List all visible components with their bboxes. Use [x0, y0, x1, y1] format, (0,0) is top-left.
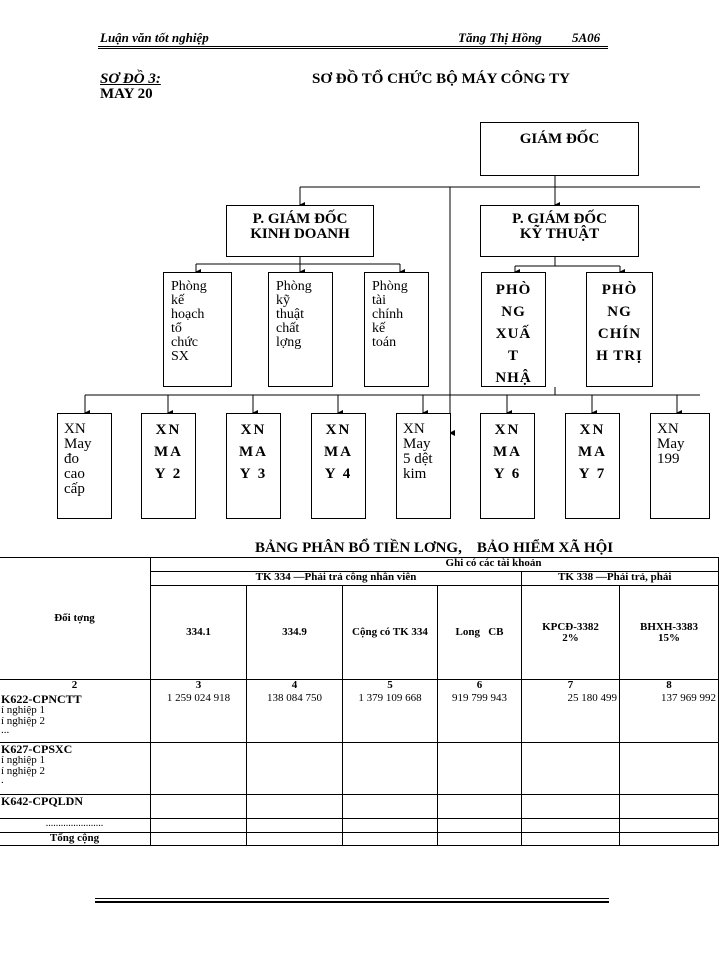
tk334-header: TK 334 —Phải trả công nhân viên: [151, 572, 522, 586]
table-row: [0, 743, 719, 795]
row-k627-sub: .: [1, 774, 4, 786]
xn4-line: MA: [324, 444, 353, 460]
row-k622-label: [0, 693, 151, 743]
col-subject: Đối tợng: [0, 558, 151, 680]
vp-technical-box: [480, 205, 639, 257]
xn5-line: May: [403, 436, 431, 452]
xn8-box: [650, 413, 710, 519]
row-k622-sub: ...: [1, 723, 10, 736]
xn2-line: XN: [155, 422, 182, 438]
cell-empty: [620, 833, 719, 846]
col-number: 6: [438, 680, 522, 693]
xn2-line: MA: [154, 444, 183, 460]
cell-empty: [151, 819, 247, 833]
dept-politics-line: H TRỊ: [596, 348, 643, 364]
row-k622-sub: í nghiệp 2: [1, 714, 45, 727]
cell-empty: [247, 795, 343, 819]
footer-rule: [95, 898, 609, 899]
col-kpcd: [522, 586, 620, 680]
xn7-line: Y 7: [578, 466, 607, 482]
xn2-line: Y 2: [154, 466, 183, 482]
cell-empty: [343, 795, 438, 819]
cell-empty: [247, 743, 343, 795]
cell-value: 137 969 992: [620, 693, 719, 743]
dept-finance-line: tài: [372, 293, 386, 308]
dept-technical-line: Phòng: [276, 279, 312, 294]
dept-planning-line: tổ: [171, 321, 182, 336]
xn1-box: [57, 413, 112, 519]
col-kpcd-rate: 2%: [562, 631, 579, 644]
xn6-line: MA: [493, 444, 522, 460]
dept-planning-box: [163, 272, 232, 387]
cell-value: 1 259 024 918: [151, 693, 247, 743]
xn1-line: cao: [64, 466, 85, 482]
xn3-line: Y 3: [239, 466, 268, 482]
xn5-line: kim: [403, 466, 427, 482]
cell-empty: [343, 743, 438, 795]
cell-empty: [151, 743, 247, 795]
column-number-row: [0, 680, 719, 693]
cell-empty: [438, 819, 522, 833]
cell-empty: [343, 819, 438, 833]
table-header-row: [0, 558, 719, 572]
xn3-line: MA: [239, 444, 268, 460]
col-bhxh-label: BHXH-3383: [639, 620, 699, 633]
header-author: Tăng Thị Hồng: [458, 30, 542, 45]
col-3349: 334.9: [247, 586, 343, 680]
row-k642-label: K642-CPQLDN: [0, 795, 151, 819]
dept-import-export-line: T: [507, 348, 519, 364]
col-number: 8: [620, 680, 719, 693]
cell-empty: [438, 743, 522, 795]
xn1-line: May: [64, 436, 92, 452]
xn8-line: 199: [657, 451, 680, 467]
dept-finance-box: [364, 272, 429, 387]
xn1-line: XN: [64, 421, 86, 437]
director-box: [480, 122, 639, 176]
dept-import-export-line: XUẤ: [495, 326, 532, 342]
xn2-box: [141, 413, 196, 519]
cell-value: 1 379 109 668: [343, 693, 438, 743]
dept-technical-line: kỹ: [276, 293, 290, 308]
row-k627-label: [0, 743, 151, 795]
col-bhxh: [620, 586, 719, 680]
dept-technical-line: chất: [276, 321, 300, 336]
xn4-line: XN: [325, 422, 352, 438]
diagram-label: SƠ ĐỒ 3:: [100, 71, 161, 87]
dept-import-export-line: PHÒ: [495, 282, 532, 298]
dept-planning-line: Phòng: [171, 279, 207, 294]
table-row: [0, 819, 719, 833]
row-k627-sub: í nghiệp 1: [1, 754, 45, 766]
col-kpcd-label: KPCĐ-3382: [542, 620, 599, 633]
cell-empty: [343, 833, 438, 846]
cell-empty: [522, 795, 620, 819]
dept-import-export-line: NG: [501, 304, 526, 320]
xn1-line: đo: [64, 451, 79, 467]
diagram-title: SƠ ĐỒ TỔ CHỨC BỘ MÁY CÔNG TY: [312, 71, 570, 87]
xn5-line: XN: [403, 421, 425, 437]
cell-empty: [151, 795, 247, 819]
cell-value: 25 180 499: [522, 693, 620, 743]
vp-technical-line2: KỸ THUẬT: [519, 226, 600, 242]
cell-empty: [620, 795, 719, 819]
col-number: 2: [0, 680, 151, 693]
xn6-box: [480, 413, 535, 519]
dept-politics-line: PHÒ: [601, 282, 638, 298]
table-row: [0, 795, 719, 819]
row-k627-sub: í nghiệp 2: [1, 765, 45, 777]
xn5-line: 5 dệt: [403, 451, 433, 467]
cell-empty: [620, 743, 719, 795]
dept-planning-line: kế: [171, 293, 185, 308]
dept-finance-line: chính: [372, 307, 404, 322]
vp-business-line1: P. GIÁM ĐỐC: [252, 211, 348, 227]
vp-technical-line1: P. GIÁM ĐỐC: [512, 211, 607, 227]
dept-planning-line: SX: [171, 349, 189, 364]
col-total-334: Cộng có TK 334: [343, 586, 438, 680]
salary-allocation-table: [0, 557, 719, 846]
col-3341: 334.1: [151, 586, 247, 680]
cell-empty: [438, 833, 522, 846]
row-total-label: Tổng cộng: [0, 833, 151, 846]
dept-planning-line: hoạch: [171, 307, 205, 322]
dept-finance-line: toán: [372, 335, 397, 350]
xn3-box: [226, 413, 281, 519]
footer-rule-2: [95, 901, 609, 903]
cell-empty: [247, 833, 343, 846]
cell-empty: [620, 819, 719, 833]
dept-politics-line: NG: [607, 304, 632, 320]
dept-technical-line: lợng: [276, 335, 302, 350]
cell-value: 919 799 943: [438, 693, 522, 743]
xn3-line: XN: [240, 422, 267, 438]
dept-planning-line: chức: [171, 335, 199, 350]
group-header: Ghi có các tài khoản: [151, 558, 719, 572]
col-basic-salary: Long CB: [438, 586, 522, 680]
xn6-line: XN: [494, 422, 521, 438]
dept-technical-line: thuật: [276, 307, 304, 322]
table-title: BẢNG PHÂN BỔ TIỀN LƠNG, BẢO HIỂM XÃ HỘI: [255, 540, 614, 556]
row-k622-sub: í nghiệp 1: [1, 703, 45, 716]
xn8-line: XN: [657, 421, 679, 437]
row-k622-title: K622-CPNCTT: [1, 691, 82, 706]
diagram-sublabel: MAY 20: [100, 86, 153, 102]
cell-empty: [151, 833, 247, 846]
cell-empty: [522, 743, 620, 795]
col-number: 3: [151, 680, 247, 693]
cell-empty: [247, 819, 343, 833]
header-left: Luận văn tốt nghiệp: [100, 30, 209, 45]
xn1-line: cấp: [64, 481, 85, 497]
cell-empty: [522, 833, 620, 846]
dept-import-export-line: NHẬ: [495, 370, 532, 386]
tk338-header: TK 338 —Phải trả, phải: [522, 572, 719, 586]
dept-finance-line: Phòng: [372, 279, 408, 294]
header-class: 5A06: [572, 30, 601, 45]
dept-politics-box: [586, 272, 653, 387]
dept-import-export-box: [481, 272, 546, 387]
vp-business-line2: KINH DOANH: [250, 226, 350, 242]
col-number: 4: [247, 680, 343, 693]
xn4-line: Y 4: [324, 466, 353, 482]
col-number: 5: [343, 680, 438, 693]
col-number: 7: [522, 680, 620, 693]
row-other-label: .......................: [0, 819, 151, 833]
col-bhxh-rate: 15%: [658, 631, 681, 644]
vp-business-box: [226, 205, 374, 257]
xn4-box: [311, 413, 366, 519]
xn6-line: Y 6: [493, 466, 522, 482]
xn7-line: XN: [579, 422, 606, 438]
table-row: [0, 833, 719, 846]
dept-technical-box: [268, 272, 333, 387]
cell-value: 138 084 750: [247, 693, 343, 743]
director-label: GIÁM ĐỐC: [519, 131, 600, 147]
xn5-box: [396, 413, 451, 519]
xn7-box: [565, 413, 620, 519]
xn7-line: MA: [578, 444, 607, 460]
cell-empty: [522, 819, 620, 833]
xn8-line: May: [657, 436, 685, 452]
cell-empty: [438, 795, 522, 819]
table-row: [0, 693, 719, 743]
dept-politics-line: CHÍN: [597, 326, 642, 342]
row-k627-title: K627-CPSXC: [1, 742, 73, 756]
dept-finance-line: kế: [372, 321, 386, 336]
